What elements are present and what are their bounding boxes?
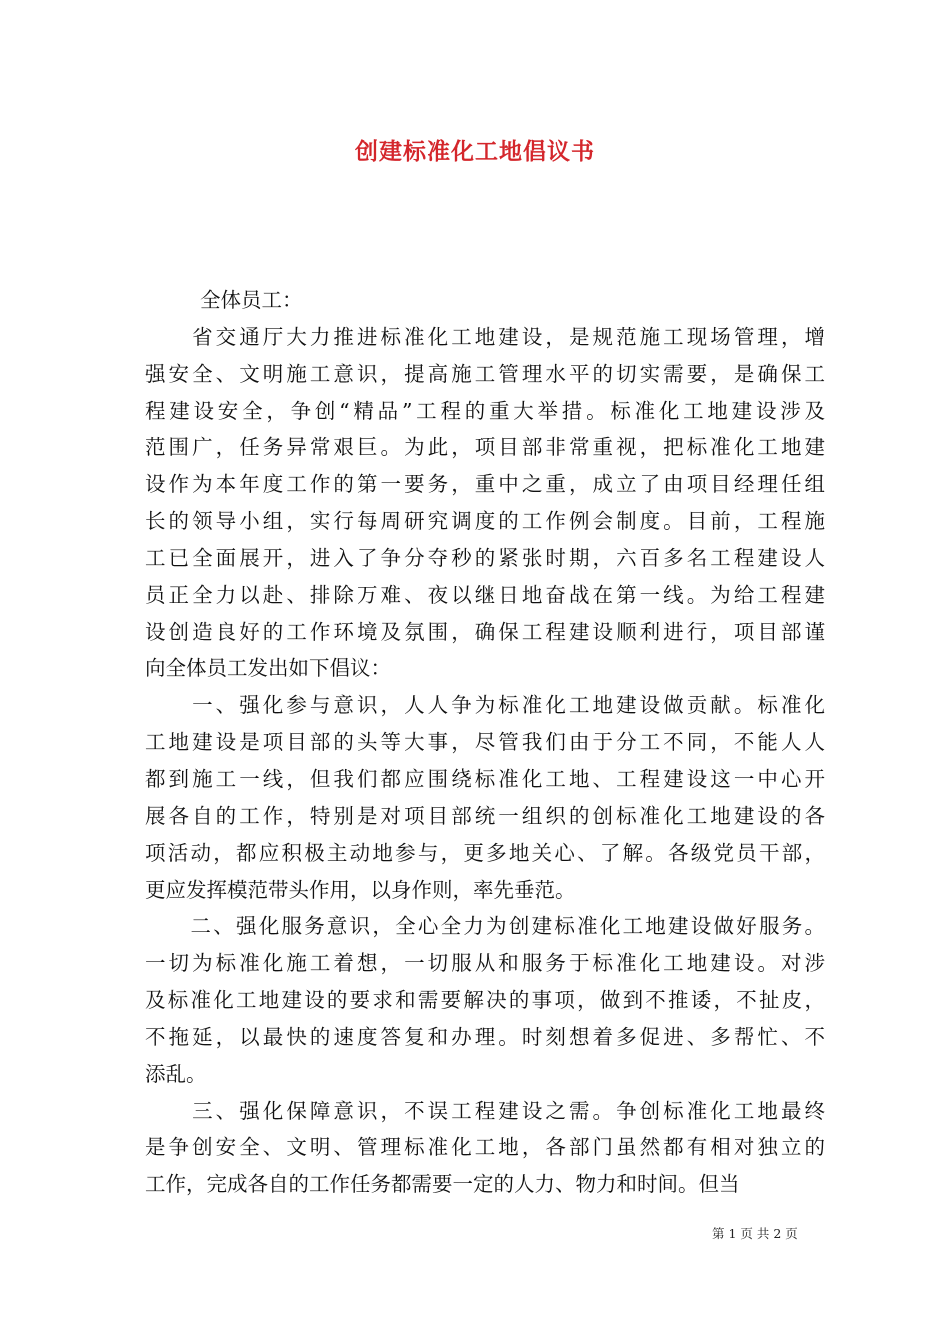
paragraph-line: 工作，完成各自的工作任务都需要一定的人力、物力和时间。但当 — [145, 1172, 740, 1197]
paragraph-line: 范围广，任务异常艰巨。为此，项目部非常重视，把标准化工地建 — [145, 435, 825, 460]
page-number-footer: 第 1 页 共 2 页 — [712, 1226, 798, 1241]
paragraph-line: 添乱。 — [145, 1061, 207, 1086]
paragraph-line: 长的领导小组，实行每周研究调度的工作例会制度。目前，工程施 — [145, 509, 825, 534]
paragraph-line: 更应发挥模范带头作用，以身作则，率先垂范。 — [145, 877, 576, 902]
salutation-text: 全体员工： — [200, 288, 303, 312]
paragraph-line: 工地建设是项目部的头等大事，尽管我们由于分工不同，不能人人 — [145, 730, 825, 755]
paragraph-line: 设作为本年度工作的第一要务，重中之重，成立了由项目经理任组 — [145, 472, 825, 497]
body-paragraph — [145, 908, 825, 1092]
paragraph-line: 展各自的工作，特别是对项目部统一组织的创标准化工地建设的各 — [145, 803, 825, 828]
paragraph-line: 员正全力以赴、排除万难、夜以继日地奋战在第一线。为给工程建 — [145, 582, 825, 607]
paragraph-list — [145, 319, 825, 1203]
paragraph-line: 二、强化服务意识，全心全力为创建标准化工地建设做好服务。 — [145, 914, 825, 939]
body-paragraph — [145, 687, 825, 908]
paragraph-line: 程建设安全，争创“精品”工程的重大举措。标准化工地建设涉及 — [145, 398, 825, 423]
paragraph-line: 是争创安全、文明、管理标准化工地，各部门虽然都有相对独立的 — [145, 1135, 825, 1160]
document-body — [145, 282, 825, 1203]
paragraph-line: 强安全、文明施工意识，提高施工管理水平的切实需要，是确保工 — [145, 361, 825, 386]
salutation — [145, 282, 825, 319]
paragraph-line: 一切为标准化施工着想，一切服从和服务于标准化工地建设。对涉 — [145, 951, 825, 976]
document-title: 创建标准化工地倡议书 — [355, 138, 595, 165]
body-paragraph — [145, 1093, 825, 1204]
paragraph-line: 省交通厅大力推进标准化工地建设，是规范施工现场管理，增 — [145, 324, 825, 349]
paragraph-line: 都到施工一线，但我们都应围绕标准化工地、工程建设这一中心开 — [145, 766, 825, 791]
paragraph-line: 工已全面展开，进入了争分夺秒的紧张时期，六百多名工程建设人 — [145, 545, 825, 570]
paragraph-line: 不拖延，以最快的速度答复和办理。时刻想着多促进、多帮忙、不 — [145, 1024, 825, 1049]
paragraph-line: 向全体员工发出如下倡议： — [145, 656, 391, 681]
salutation-line — [145, 282, 825, 319]
paragraph-line: 一、强化参与意识，人人争为标准化工地建设做贡献。标准化 — [145, 693, 825, 718]
paragraph-line: 及标准化工地建设的要求和需要解决的事项，做到不推诿，不扯皮， — [145, 988, 825, 1013]
paragraph-line: 项活动，都应积极主动地参与，更多地关心、了解。各级党员干部， — [145, 840, 825, 865]
body-paragraph — [145, 319, 825, 687]
paragraph-line: 设创造良好的工作环境及氛围，确保工程建设顺利进行，项目部谨 — [145, 619, 825, 644]
paragraph-line: 三、强化保障意识，不误工程建设之需。争创标准化工地最终 — [145, 1098, 825, 1123]
